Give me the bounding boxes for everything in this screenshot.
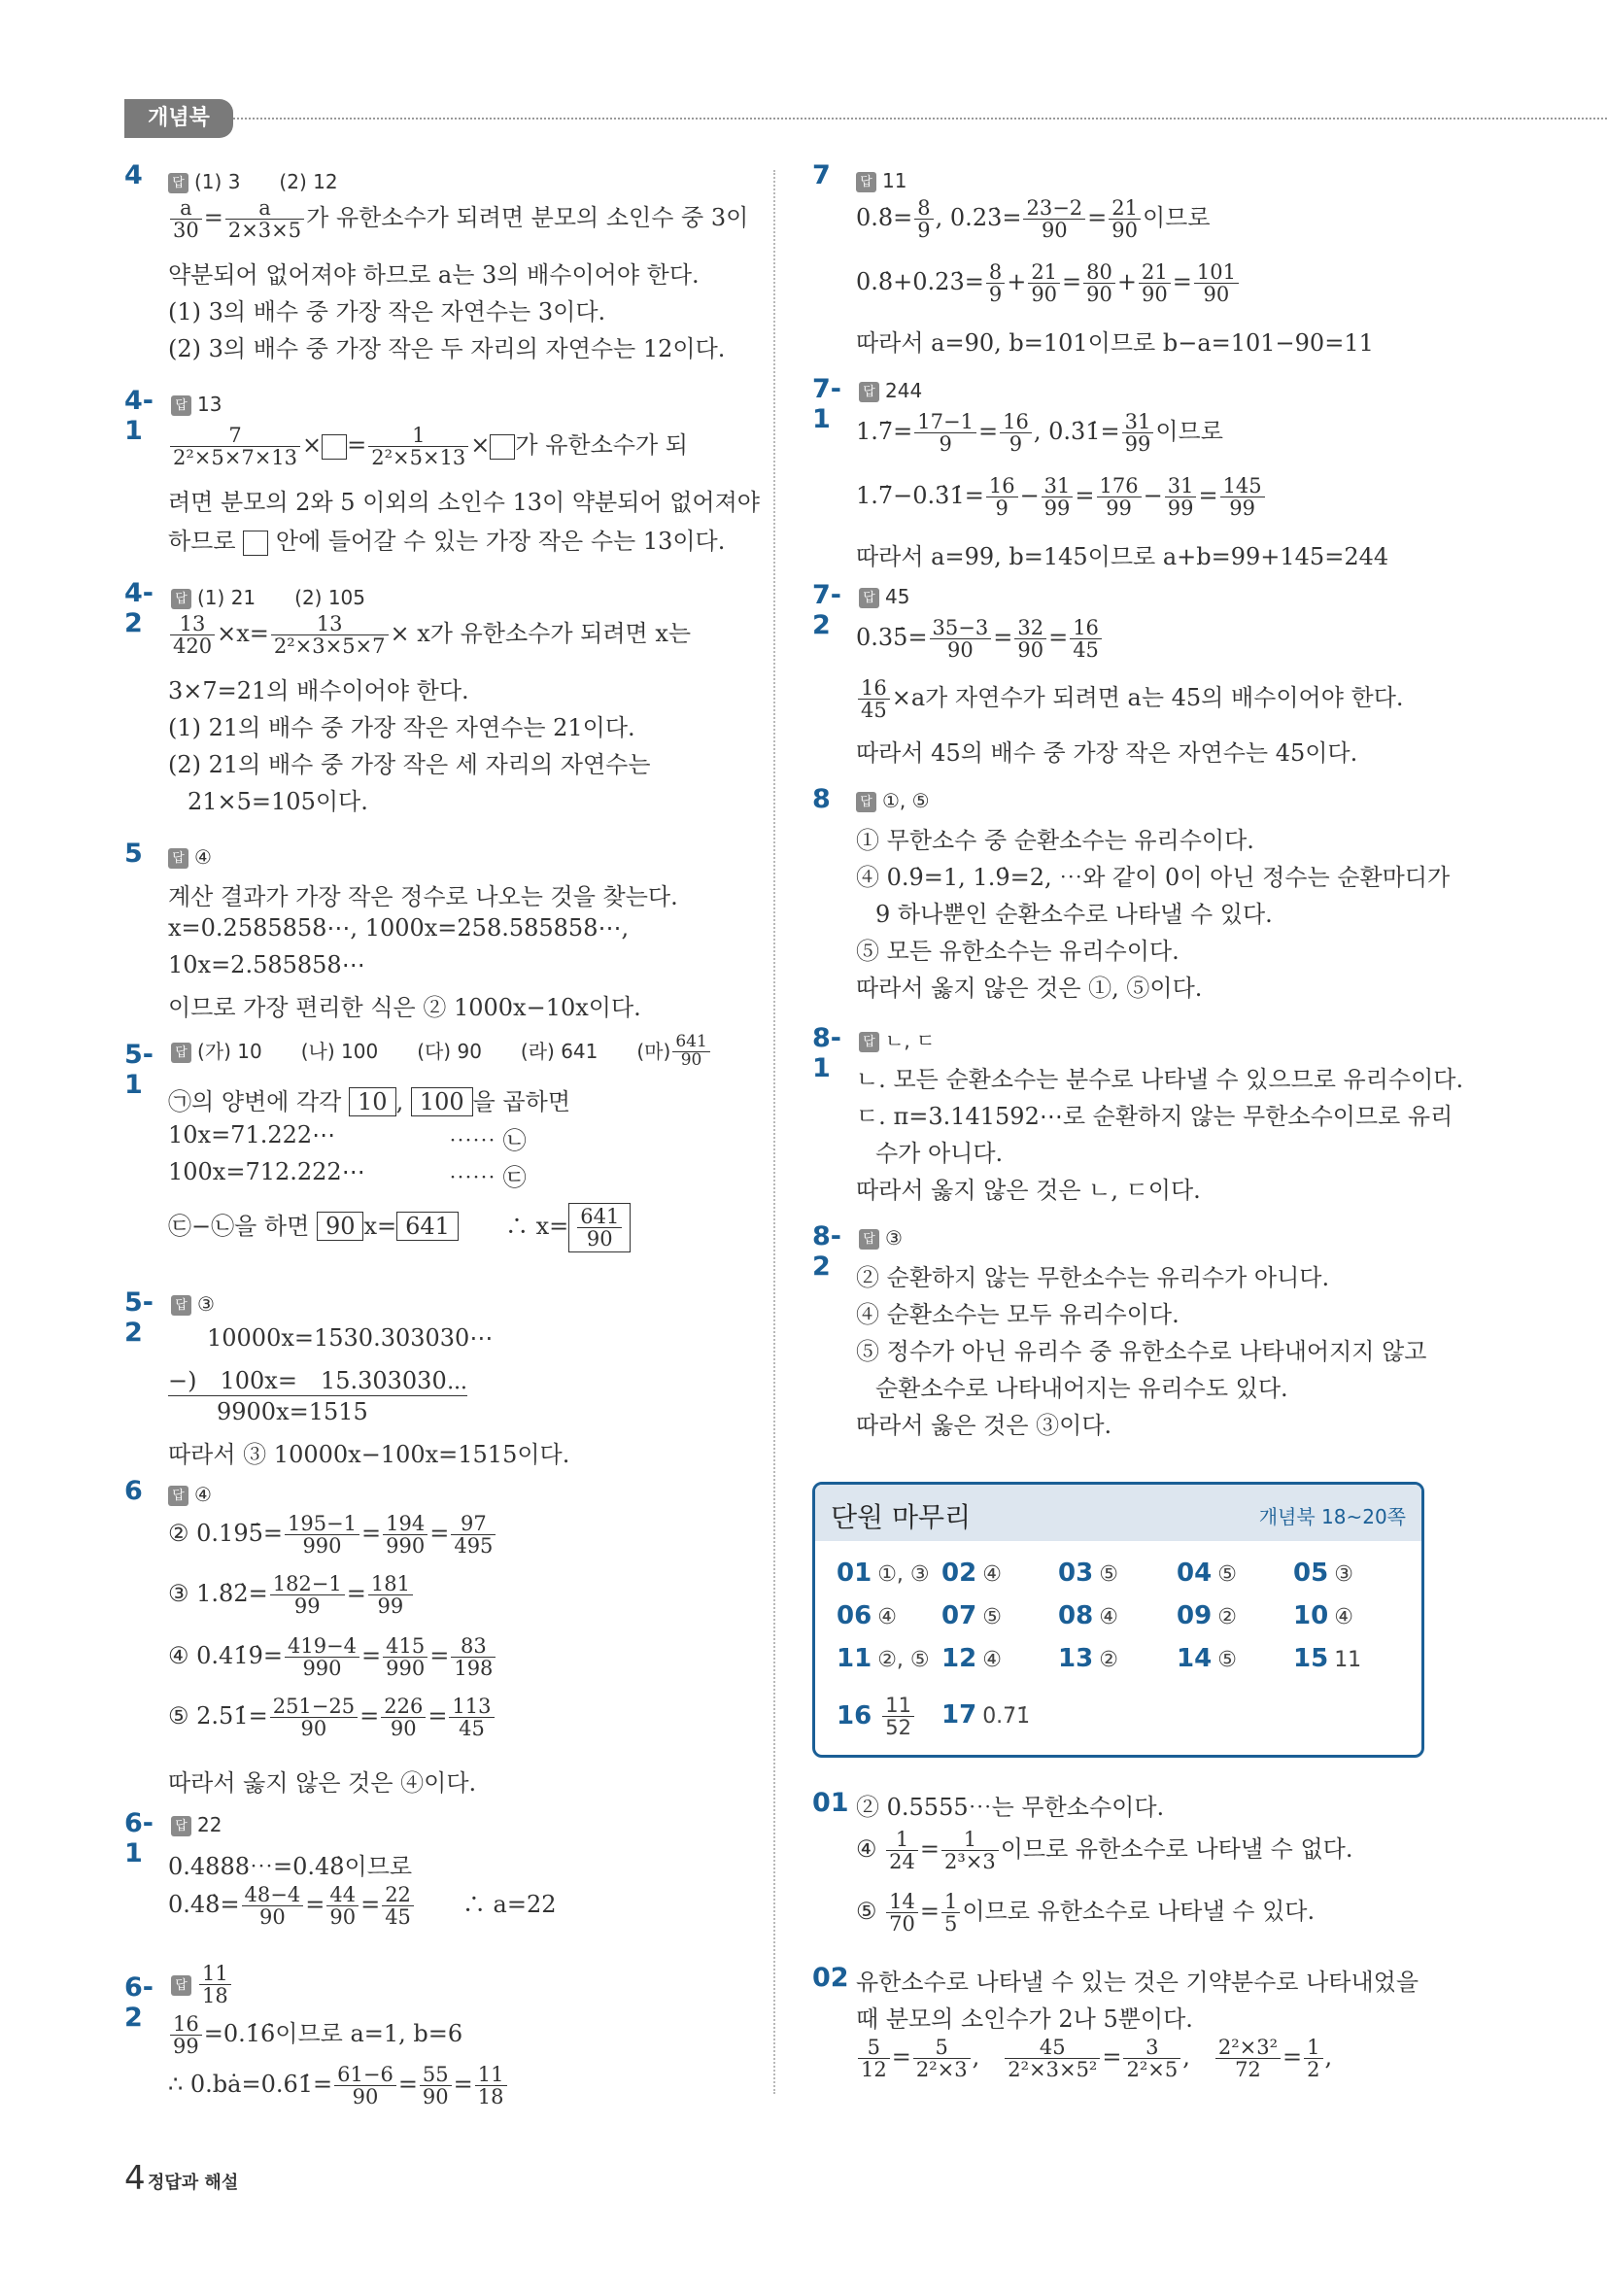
answer: ①, ⑤ xyxy=(882,789,930,812)
review-answer: 05 ③ xyxy=(1293,1559,1353,1588)
text-line: 하므로 xyxy=(168,528,236,555)
text-line: ④ 순환소수는 모두 유리수이다. xyxy=(856,1301,1180,1328)
text-line: 약분되어 없어져야 하므로 a는 3의 배수이어야 한다. xyxy=(168,261,700,289)
answer: ④ xyxy=(194,845,212,869)
text-line: ② 순환하지 않는 무한소수는 유리수가 아니다. xyxy=(856,1264,1330,1291)
text-line: 따라서 옳지 않은 것은 ①, ⑤이다. xyxy=(856,975,1203,1002)
text-line: x=0.2585858⋯, 1000x=258.585858⋯, xyxy=(168,914,630,942)
review-answer: 15 11 xyxy=(1293,1644,1362,1673)
text-line: × x가 유한소수가 되려면 x는 xyxy=(390,620,692,648)
text-line: ㄷ. π=3.141592⋯로 순환하지 않는 무한소수이므로 유리 xyxy=(856,1103,1453,1130)
problem-number: 6-2 xyxy=(124,1972,154,2033)
review-answer: 10 ④ xyxy=(1293,1601,1353,1630)
text-line: 따라서 옳지 않은 것은 ④이다. xyxy=(168,1769,477,1797)
answer: 45 xyxy=(885,585,910,608)
answer-denominator: 90 xyxy=(680,1049,702,1070)
blank-box xyxy=(322,434,347,460)
text-line: 21×5=105이다. xyxy=(188,788,368,815)
answer: (1) 21 (2) 105 xyxy=(197,586,365,609)
answer-badge: 답 xyxy=(171,1295,191,1316)
header-rule xyxy=(233,118,1607,120)
text-line: =0.1̇6̇이므로 a=1, b=6 xyxy=(203,2020,463,2048)
text-line: 이므로 xyxy=(1143,204,1211,232)
text-line: 10x=71.222⋯ xyxy=(168,1121,336,1148)
text-line: ⑤ xyxy=(856,1898,877,1926)
answer: (1) 3 (2) 12 xyxy=(194,170,338,193)
review-answer: 16 $\frac{11}{52}$ xyxy=(837,1695,916,1738)
answer-box: 90 xyxy=(317,1212,364,1241)
review-answer: 08 ④ xyxy=(1058,1601,1118,1630)
text-line: −) 100x= 15.303030⋯ xyxy=(168,1361,467,1396)
text-line: 이므로 가장 편리한 식은 ② 1000x−10x이다. xyxy=(168,994,641,1021)
text-line: (2) 3의 배수 중 가장 작은 두 자리의 자연수는 12이다. xyxy=(168,335,726,362)
text-line: 유한소수로 나타낼 수 있는 것은 기약분수로 나타내었을 xyxy=(856,1969,1419,1996)
problem-number: 7 xyxy=(812,160,831,190)
problem-number: 6-1 xyxy=(124,1808,154,1868)
answer-badge: 답 xyxy=(859,1229,879,1250)
text-line: 이므로 xyxy=(1155,418,1223,446)
problem-number: 4-1 xyxy=(124,386,154,446)
text-line: ② 0.5555⋯는 무한소수이다. xyxy=(856,1794,1165,1821)
equation-label: ⋯⋯ ㉢ xyxy=(449,1164,527,1191)
problem-number: 7-1 xyxy=(812,374,841,434)
text-line: 순환소수로 나타내어지는 유리수도 있다. xyxy=(875,1375,1288,1402)
text-line: 9900x=1515 xyxy=(217,1398,368,1425)
section-tag: 개념북 xyxy=(124,99,233,138)
text-line: ㉢−㉡을 하면 xyxy=(168,1213,310,1241)
problem-number: 02 xyxy=(812,1963,849,1993)
text-line: 1.7̇= xyxy=(856,418,913,446)
review-answer: 12 ④ xyxy=(941,1644,1002,1673)
review-answer: 03 ⑤ xyxy=(1058,1559,1118,1588)
answer-badge: 답 xyxy=(171,1975,191,1996)
blank-box xyxy=(490,434,515,460)
text-line: ×a가 자연수가 되려면 a는 45의 배수이어야 한다. xyxy=(891,684,1404,712)
text-line: ② 0.195̇= xyxy=(168,1520,283,1548)
text-line: 3×7=21의 배수이어야 한다. xyxy=(168,677,469,704)
text-line: 0.8̇= xyxy=(856,204,913,232)
review-answer: 07 ⑤ xyxy=(941,1601,1002,1630)
problem-number: 7-2 xyxy=(812,580,841,640)
review-answer: 13 ② xyxy=(1058,1644,1118,1673)
text-line: 려면 분모의 2와 5 이외의 소인수 13이 약분되어 없어져야 xyxy=(168,489,760,516)
text-line: 수가 아니다. xyxy=(875,1140,1004,1167)
answer: ③ xyxy=(885,1226,903,1250)
problem-number: 5-1 xyxy=(124,1040,154,1100)
answer-denominator: 90 xyxy=(586,1227,613,1251)
text-line: ① 무한소수 중 순환소수는 유리수이다. xyxy=(856,827,1254,854)
text-line: 0.4888⋯=0.48̇이므로 xyxy=(168,1853,413,1880)
text-line: 10000x=1530.303030⋯ xyxy=(207,1324,494,1352)
page-number: 4 xyxy=(124,2159,146,2198)
problem-number: 8-1 xyxy=(812,1023,841,1083)
text-line: 0.8̇+0.23̇= xyxy=(856,268,984,296)
text-line: 9 하나뿐인 순환소수로 나타낼 수 있다. xyxy=(875,901,1273,928)
text-line: ㉠의 양변에 각각 xyxy=(168,1088,342,1115)
text-line: 가 유한소수가 되려면 분모의 소인수 중 3이 xyxy=(306,204,749,232)
answer: ③ xyxy=(197,1292,215,1316)
text-line: 이므로 유한소수로 나타낼 수 있다. xyxy=(962,1898,1316,1926)
answer-badge: 답 xyxy=(171,395,191,416)
text-line: 때 분모의 소인수가 2나 5뿐이다. xyxy=(856,2005,1193,2033)
unit-review-box xyxy=(812,1482,1424,1758)
text-line: 따라서 a=99, b=145이므로 a+b=99+145=244 xyxy=(856,543,1389,570)
equation-label: ⋯⋯ ㉡ xyxy=(449,1127,527,1154)
text-line: , 0.23̇= xyxy=(935,204,1022,232)
answer-badge: 답 xyxy=(171,1816,191,1836)
text-line: ④ 0.9̇=1, 1.9̇=2, ⋯와 같이 0이 아닌 정수는 순환마디가 xyxy=(856,864,1451,891)
text-line: 계산 결과가 가장 작은 정수로 나오는 것을 찾는다. xyxy=(168,883,678,910)
text-line: 따라서 옳지 않은 것은 ㄴ, ㄷ이다. xyxy=(856,1177,1201,1204)
review-answer: 17 0.7̇1̇ xyxy=(941,1700,1031,1730)
text-line: 0.48̇= xyxy=(168,1891,240,1919)
answer-denominator: 18 xyxy=(202,1984,228,2008)
review-answer: 04 ⑤ xyxy=(1177,1559,1237,1588)
text-line: ∴ 0.bȧ=0.61̇= xyxy=(168,2071,333,2099)
text-line: 따라서 a=90, b=101이므로 b−a=101−90=11 xyxy=(856,329,1374,357)
answer-numerator: 11 xyxy=(199,1963,231,1985)
answer-box: 641 xyxy=(396,1212,459,1241)
review-answer: 09 ② xyxy=(1177,1601,1237,1630)
column-divider xyxy=(773,170,775,2094)
answer-numerator: 641 xyxy=(672,1034,709,1052)
problem-number: 01 xyxy=(812,1788,849,1818)
answer-badge: 답 xyxy=(856,172,876,192)
text-line: ㄴ. 모든 순환소수는 분수로 나타낼 수 있으므로 유리수이다. xyxy=(856,1066,1464,1093)
text-line: 안에 들어갈 수 있는 가장 작은 수는 13이다. xyxy=(275,528,726,555)
answer-badge: 답 xyxy=(171,1043,191,1063)
text-line: (2) 21의 배수 중 가장 작은 세 자리의 자연수는 xyxy=(168,751,651,778)
answer-box: 10 xyxy=(349,1087,396,1116)
problem-number: 8-2 xyxy=(812,1221,841,1282)
text-line: ④ xyxy=(856,1835,877,1864)
answer-badge: 답 xyxy=(171,589,191,609)
answer-badge: 답 xyxy=(168,1486,188,1506)
answer-box: 100 xyxy=(411,1087,473,1116)
text-line: ⑤ 2.51̇= xyxy=(168,1702,268,1731)
answer: 13 xyxy=(197,393,222,416)
problem-number: 5-2 xyxy=(124,1287,154,1348)
problem-number: 8 xyxy=(812,784,831,814)
text-line: ④ 0.41̇9̇= xyxy=(168,1642,283,1670)
answer: 244 xyxy=(885,379,923,402)
text-line: 0.35̇= xyxy=(856,624,928,652)
text-line: ∴ x= xyxy=(504,1213,569,1241)
answer-badge: 답 xyxy=(859,382,879,402)
answer-badge: 답 xyxy=(856,792,876,812)
answer-badge: 답 xyxy=(859,1032,879,1052)
answer: (가) 10 (나) 100 (다) 90 (라) 641 (마) xyxy=(197,1039,671,1063)
review-answer: 02 ④ xyxy=(941,1559,1002,1588)
unit-review-reference: 개념북 18~20쪽 xyxy=(1258,1505,1406,1528)
text-line: 이므로 유한소수로 나타낼 수 없다. xyxy=(1000,1835,1353,1864)
text-line: 따라서 옳은 것은 ③이다. xyxy=(856,1412,1112,1439)
review-answer: 01 ①, ③ xyxy=(837,1559,930,1588)
text-line: 따라서 ③ 10000x−100x=1515이다. xyxy=(168,1441,570,1468)
text-line: , 0.3̇1̇= xyxy=(1033,418,1120,446)
unit-review-header xyxy=(815,1485,1421,1541)
text-line: 10x=2.585858⋯ xyxy=(168,951,365,978)
blank-box xyxy=(243,531,268,556)
review-answer: 06 ④ xyxy=(837,1601,897,1630)
review-answer: 14 ⑤ xyxy=(1177,1644,1237,1673)
problem-number: 5 xyxy=(124,839,143,869)
text-line: (1) 3의 배수 중 가장 작은 자연수는 3이다. xyxy=(168,298,606,326)
text-line: 을 곱하면 xyxy=(472,1088,571,1115)
review-answer: 11 ②, ⑤ xyxy=(837,1644,930,1673)
text-line: ③ 1.8̇2̇= xyxy=(168,1580,268,1608)
footer-title: 정답과 해설 xyxy=(148,2173,239,2193)
text-line: 따라서 45의 배수 중 가장 작은 자연수는 45이다. xyxy=(856,739,1358,767)
text-line: ∴ a=22 xyxy=(462,1891,557,1919)
text-line: ⑤ 정수가 아닌 유리수 중 유한소수로 나타내어지지 않고 xyxy=(856,1338,1427,1365)
text-line: 가 유한소수가 되 xyxy=(515,431,688,460)
problem-number: 4 xyxy=(124,160,143,190)
answer: ㄴ, ㄷ xyxy=(885,1029,936,1052)
text-line: ⑤ 모든 유한소수는 유리수이다. xyxy=(856,938,1180,965)
problem-number: 6 xyxy=(124,1476,143,1506)
text-line: 1.7̇−0.3̇1̇= xyxy=(856,482,984,510)
answer-badge: 답 xyxy=(859,588,879,608)
answer-badge: 답 xyxy=(168,848,188,869)
answer-badge: 답 xyxy=(168,173,188,193)
answer: 11 xyxy=(882,169,907,192)
text-line: (1) 21의 배수 중 가장 작은 자연수는 21이다. xyxy=(168,714,635,741)
text-line: 100x=712.222⋯ xyxy=(168,1158,365,1185)
answer-numerator: 641 xyxy=(577,1206,622,1228)
unit-review-title: 단원 마무리 xyxy=(831,1501,972,1533)
problem-number: 4-2 xyxy=(124,578,154,638)
answer: ④ xyxy=(194,1483,212,1506)
answer: 22 xyxy=(197,1813,222,1836)
